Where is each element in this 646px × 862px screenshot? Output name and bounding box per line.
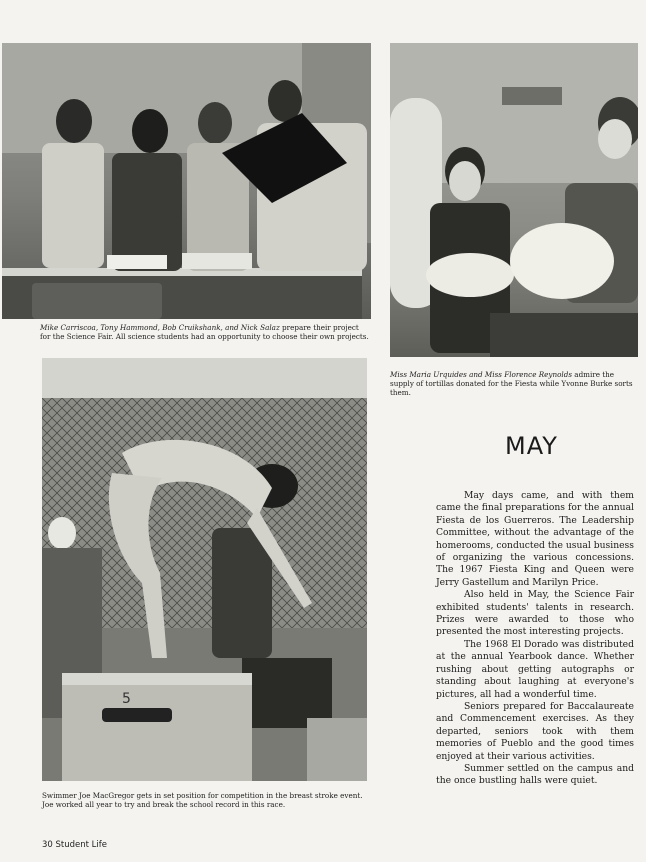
section-title: MAY [505,432,558,460]
swimmer-illustration [42,358,367,781]
body-paragraph: Summer settled on the campus and the once bustling halls were quiet. [436,762,634,787]
body-paragraph: Also held in May, the Science Fair exhibited students' talents in research. Prizes were awarded to those who presented the most interesting projects. [436,589,634,638]
tortillas-caption-names: Miss Maria Urquides and Miss Florence Reynolds [390,370,573,379]
body-paragraph: Seniors prepared for Baccalaureate and Commencement exercises. As they departed, seniors took with them memories of Pueblo and the good times enjoyed at their various activities. [436,700,634,762]
science-fair-caption-text: prepare their project for the Science Fair. All science students had an opportunity to choose their own projects. [40,323,369,341]
tortillas-caption-text: admire the supply of tortillas donated for the Fiesta while Yvonne Burke sorts them. [390,370,633,397]
page-folio: 30 Student Life [42,840,107,850]
tortillas-caption [390,370,638,397]
science-fair-illustration [2,43,371,319]
swimmer-caption: Swimmer Joe MacGregor gets in set position for competition in the breast stroke event. Joe worked all year to try and break the school record in this race. [42,791,363,809]
section-body [436,490,634,788]
tortillas-illustration [390,43,638,357]
body-paragraph: The 1968 El Dorado was distributed at the annual Yearbook dance. Whether rushing about getting autographs or standing about laughing at everyone's pictures, all had a wonderful time. [436,638,634,700]
starting-block-number: 5 [122,691,131,707]
science-fair-caption-names: Mike Carriscoa, Tony Hammond, Bob Cruikshank, and Nick Salaz [40,323,280,332]
tortillas-photo [390,43,638,357]
body-paragraph: May days came, and with them came the final preparations for the annual Fiesta de los Guerreros. The Leadership Committee, without the advantage of the homerooms, conducted the usual business of organizing the various concessions. The 1967 Fiesta King and Queen were Jerry Gastellum and Marilyn Price. [436,490,634,588]
swimmer-photo [42,358,367,781]
science-fair-caption [40,323,370,341]
science-fair-photo [2,43,371,319]
